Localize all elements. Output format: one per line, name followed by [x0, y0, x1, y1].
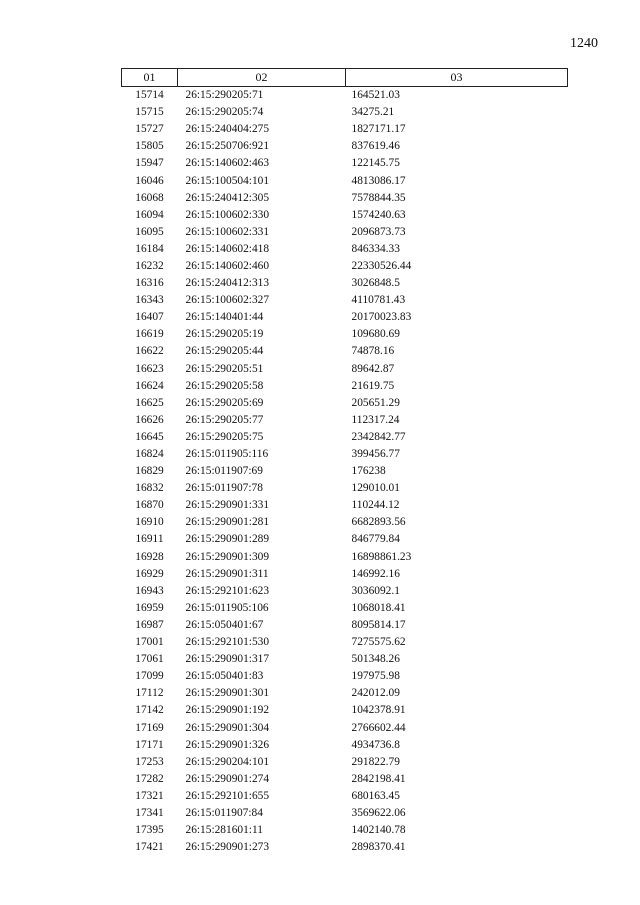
value-cell: 1402140.78 — [351, 824, 406, 837]
row-id-cell: 17142 — [135, 704, 164, 717]
row-id-cell: 16232 — [135, 259, 164, 272]
row-id-cell: 16929 — [135, 567, 164, 580]
table-row — [122, 702, 568, 719]
column-header-01: 01 — [122, 69, 178, 87]
table-row — [122, 241, 568, 258]
row-id-cell: 16626 — [135, 413, 164, 426]
value-cell: 4813086.17 — [351, 174, 406, 187]
value-cell: 110244.12 — [351, 499, 400, 512]
row-id-cell: 17099 — [135, 670, 164, 683]
table-row — [122, 771, 568, 788]
table-row — [122, 737, 568, 754]
row-id-cell: 17395 — [135, 824, 164, 837]
row-id-cell: 16343 — [135, 294, 164, 307]
value-cell: 205651.29 — [351, 396, 400, 409]
table-row — [122, 583, 568, 600]
value-cell: 112317.24 — [351, 413, 400, 426]
cadastral-number-cell: 26:15:290901:309 — [185, 550, 270, 563]
value-cell: 1827171.17 — [351, 123, 406, 136]
cadastral-number-cell: 26:15:250706:921 — [185, 140, 270, 153]
cadastral-number-cell: 26:15:290205:74 — [185, 106, 264, 119]
cadastral-number-cell: 26:15:290205:75 — [185, 430, 264, 443]
row-id-cell: 16619 — [135, 328, 164, 341]
table-row — [122, 292, 568, 309]
cadastral-number-cell: 26:15:240404:275 — [185, 123, 270, 136]
table-row — [122, 155, 568, 172]
value-cell: 2766602.44 — [351, 721, 406, 734]
table-row — [122, 121, 568, 138]
cadastral-number-cell: 26:15:011907:78 — [185, 482, 263, 495]
table-row — [122, 531, 568, 548]
row-id-cell: 16624 — [135, 379, 164, 392]
cadastral-number-cell: 26:15:290901:281 — [185, 516, 270, 529]
cadastral-number-cell: 26:15:290901:301 — [185, 687, 270, 700]
cadastral-number-cell: 26:15:011905:106 — [185, 601, 269, 614]
table-row — [122, 788, 568, 805]
cadastral-number-cell: 26:15:290901:331 — [185, 499, 270, 512]
cadastral-number-cell: 26:15:290205:69 — [185, 396, 264, 409]
row-id-cell: 15805 — [135, 140, 164, 153]
table-row — [122, 429, 568, 446]
row-id-cell: 16316 — [135, 277, 164, 290]
column-header-03: 03 — [346, 69, 568, 87]
cadastral-number-cell: 26:15:292101:530 — [185, 636, 270, 649]
value-cell: 837619.46 — [351, 140, 400, 153]
cadastral-number-cell: 26:15:290901:304 — [185, 721, 270, 734]
row-id-cell: 17112 — [135, 687, 164, 700]
value-cell: 89642.87 — [351, 362, 395, 375]
table-row — [122, 326, 568, 343]
row-id-cell: 16622 — [135, 345, 164, 358]
cadastral-number-cell: 26:15:290901:311 — [185, 567, 269, 580]
data-table — [121, 68, 568, 856]
row-id-cell: 17169 — [135, 721, 164, 734]
value-cell: 2842198.41 — [351, 772, 406, 785]
cadastral-number-cell: 26:15:050401:83 — [185, 670, 264, 683]
row-id-cell: 16645 — [135, 430, 164, 443]
table-row — [122, 446, 568, 463]
table-row — [122, 104, 568, 121]
table-row — [122, 839, 568, 856]
table-row — [122, 600, 568, 617]
cadastral-number-cell: 26:15:140602:460 — [185, 259, 270, 272]
row-id-cell: 17001 — [135, 636, 164, 649]
row-id-cell: 16824 — [135, 448, 164, 461]
table-row — [122, 617, 568, 634]
row-id-cell: 16829 — [135, 465, 164, 478]
cadastral-number-cell: 26:15:100602:331 — [185, 225, 270, 238]
table-row — [122, 566, 568, 583]
cadastral-number-cell: 26:15:290205:44 — [185, 345, 264, 358]
table-row — [122, 309, 568, 326]
table-row — [122, 463, 568, 480]
table-row — [122, 87, 568, 105]
value-cell: 2096873.73 — [351, 225, 406, 238]
cadastral-number-cell: 26:15:290205:58 — [185, 379, 264, 392]
row-id-cell: 16943 — [135, 584, 164, 597]
value-cell: 3026848.5 — [351, 277, 400, 290]
cadastral-number-cell: 26:15:290205:77 — [185, 413, 264, 426]
table-row — [122, 343, 568, 360]
cadastral-number-cell: 26:15:140602:463 — [185, 157, 270, 170]
row-id-cell: 16870 — [135, 499, 164, 512]
table-row — [122, 480, 568, 497]
value-cell: 1042378.91 — [351, 704, 406, 717]
table-row — [122, 685, 568, 702]
table-header — [122, 69, 568, 87]
value-cell: 7275575.62 — [351, 636, 406, 649]
row-id-cell: 17253 — [135, 755, 164, 768]
value-cell: 122145.75 — [351, 157, 400, 170]
row-id-cell: 16046 — [135, 174, 164, 187]
table-row — [122, 514, 568, 531]
table-row — [122, 634, 568, 651]
table-row — [122, 754, 568, 771]
value-cell: 16898861.23 — [351, 550, 412, 563]
value-cell: 20170023.83 — [351, 311, 412, 324]
header-row — [122, 69, 568, 87]
row-id-cell: 16623 — [135, 362, 164, 375]
row-id-cell: 16959 — [135, 601, 164, 614]
table-row — [122, 497, 568, 514]
cadastral-number-cell: 26:15:011907:69 — [185, 465, 263, 478]
value-cell: 1068018.41 — [351, 601, 406, 614]
table-row — [122, 412, 568, 429]
table-row — [122, 224, 568, 241]
row-id-cell: 16832 — [135, 482, 164, 495]
value-cell: 2342842.77 — [351, 430, 406, 443]
value-cell: 74878.16 — [351, 345, 395, 358]
value-cell: 176238 — [351, 465, 386, 478]
table-row — [122, 172, 568, 189]
row-id-cell: 15715 — [135, 106, 164, 119]
cadastral-number-cell: 26:15:011905:116 — [185, 448, 269, 461]
row-id-cell: 16625 — [135, 396, 164, 409]
cadastral-number-cell: 26:15:290205:51 — [185, 362, 264, 375]
table-row — [122, 258, 568, 275]
value-cell: 846779.84 — [351, 533, 400, 546]
value-cell: 4934736.8 — [351, 738, 400, 751]
cadastral-number-cell: 26:15:290901:274 — [185, 772, 270, 785]
row-id-cell: 16911 — [135, 533, 164, 546]
value-cell: 1574240.63 — [351, 208, 406, 221]
table-row — [122, 719, 568, 736]
value-cell: 197975.98 — [351, 670, 400, 683]
cadastral-number-cell: 26:15:292101:623 — [185, 584, 270, 597]
cadastral-number-cell: 26:15:292101:655 — [185, 789, 270, 802]
table-row — [122, 138, 568, 155]
table-body — [122, 87, 568, 857]
value-cell: 129010.01 — [351, 482, 400, 495]
value-cell: 34275.21 — [351, 106, 395, 119]
value-cell: 7578844.35 — [351, 191, 406, 204]
cadastral-number-cell: 26:15:011907:84 — [185, 806, 263, 819]
value-cell: 501348.26 — [351, 653, 400, 666]
cadastral-number-cell: 26:15:290901:317 — [185, 653, 270, 666]
value-cell: 242012.09 — [351, 687, 400, 700]
table-row — [122, 361, 568, 378]
cadastral-number-cell: 26:15:240412:305 — [185, 191, 270, 204]
row-id-cell: 15947 — [135, 157, 164, 170]
row-id-cell: 16910 — [135, 516, 164, 529]
value-cell: 680163.45 — [351, 789, 400, 802]
value-cell: 146992.16 — [351, 567, 400, 580]
value-cell: 109680.69 — [351, 328, 400, 341]
cadastral-number-cell: 26:15:290205:19 — [185, 328, 264, 341]
row-id-cell: 16068 — [135, 191, 164, 204]
column-header-02: 02 — [178, 69, 346, 87]
value-cell: 164521.03 — [351, 89, 400, 102]
row-id-cell: 17341 — [135, 806, 164, 819]
row-id-cell: 17282 — [135, 772, 164, 785]
cadastral-number-cell: 26:15:100504:101 — [185, 174, 270, 187]
cadastral-number-cell: 26:15:290901:192 — [185, 704, 270, 717]
row-id-cell: 16095 — [135, 225, 164, 238]
table-row — [122, 668, 568, 685]
row-id-cell: 17321 — [135, 789, 164, 802]
row-id-cell: 17171 — [135, 738, 164, 751]
row-id-cell: 17061 — [135, 653, 164, 666]
row-id-cell: 15727 — [135, 123, 164, 136]
cadastral-number-cell: 26:15:240412:313 — [185, 277, 270, 290]
table-row — [122, 207, 568, 224]
value-cell: 2898370.41 — [351, 841, 406, 854]
cadastral-number-cell: 26:15:290901:326 — [185, 738, 270, 751]
cadastral-number-cell: 26:15:140602:418 — [185, 242, 270, 255]
value-cell: 399456.77 — [351, 448, 400, 461]
value-cell: 3569622.06 — [351, 806, 406, 819]
value-cell: 4110781.43 — [351, 294, 406, 307]
cadastral-number-cell: 26:15:290901:289 — [185, 533, 270, 546]
table-row — [122, 805, 568, 822]
cadastral-number-cell: 26:15:290205:71 — [185, 89, 264, 102]
row-id-cell: 16987 — [135, 618, 164, 631]
value-cell: 3036092.1 — [351, 584, 400, 597]
page-number: 1240 — [570, 36, 598, 51]
value-cell: 22330526.44 — [351, 259, 412, 272]
cadastral-number-cell: 26:15:140401:44 — [185, 311, 264, 324]
cadastral-number-cell: 26:15:290204:101 — [185, 755, 270, 768]
cadastral-number-cell: 26:15:050401:67 — [185, 618, 264, 631]
table-row — [122, 190, 568, 207]
row-id-cell: 16094 — [135, 208, 164, 221]
cadastral-number-cell: 26:15:100602:327 — [185, 294, 270, 307]
table-row — [122, 378, 568, 395]
row-id-cell: 16407 — [135, 311, 164, 324]
cadastral-number-cell: 26:15:100602:330 — [185, 208, 270, 221]
table-row — [122, 822, 568, 839]
table-row — [122, 395, 568, 412]
cadastral-number-cell: 26:15:290901:273 — [185, 841, 270, 854]
value-cell: 846334.33 — [351, 242, 400, 255]
row-id-cell: 15714 — [135, 89, 164, 102]
value-cell: 6682893.56 — [351, 516, 406, 529]
cadastral-number-cell: 26:15:281601:11 — [185, 824, 263, 837]
value-cell: 8095814.17 — [351, 618, 406, 631]
row-id-cell: 16184 — [135, 242, 164, 255]
table-row — [122, 549, 568, 566]
table-row — [122, 275, 568, 292]
table-row — [122, 651, 568, 668]
value-cell: 291822.79 — [351, 755, 400, 768]
row-id-cell: 17421 — [135, 841, 164, 854]
value-cell: 21619.75 — [351, 379, 395, 392]
row-id-cell: 16928 — [135, 550, 164, 563]
